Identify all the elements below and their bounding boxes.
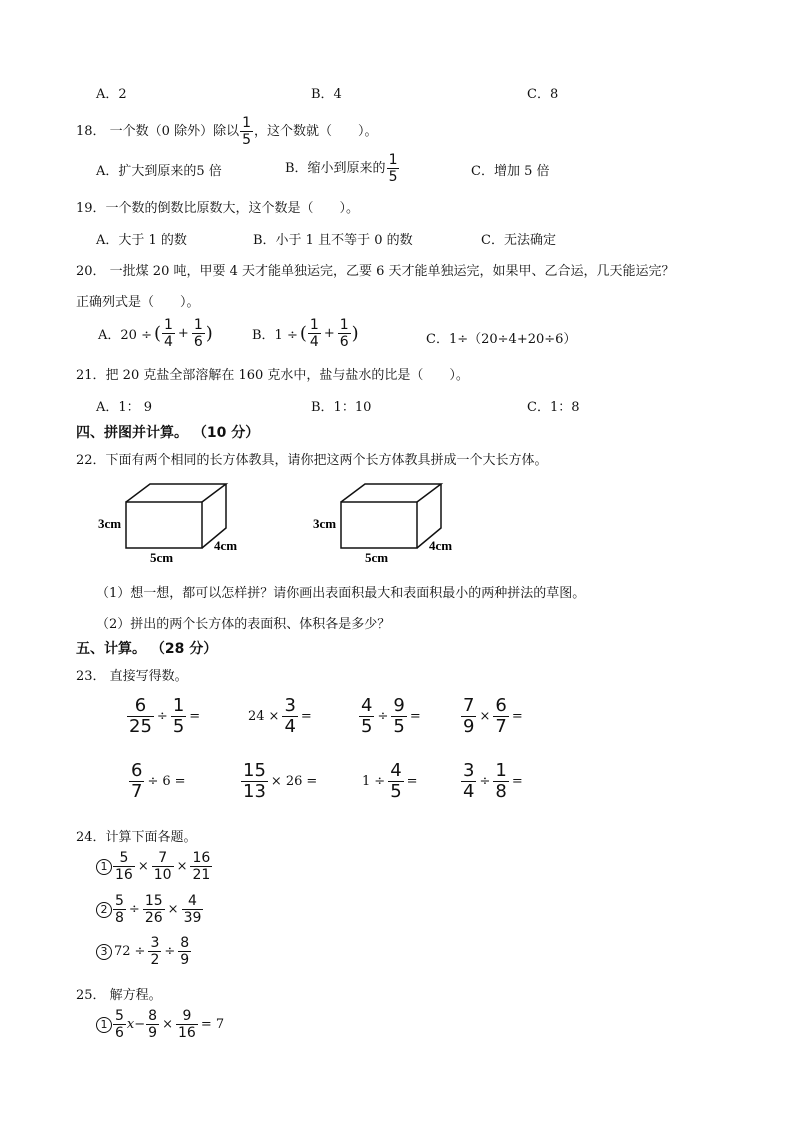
fraction: $\frac{1}{5}$ <box>172 695 185 737</box>
fraction: $\frac{16}{21}$ <box>192 850 211 883</box>
q18-option-b: B．缩小到原来的 $\frac{1}{5}$ <box>285 152 398 185</box>
circled-number: 1 <box>96 859 112 875</box>
fraction: $\frac{1}{8}$ <box>495 760 507 802</box>
q24-problem-3: 3 72 ÷ $\frac{3}{2}$ ÷ $\frac{8}{9}$ <box>96 936 192 967</box>
fraction: $\frac{5}{16}$ <box>115 850 133 883</box>
q23-expr-3: $\frac{4}{5}$ ÷ $\frac{9}{5}$ = <box>361 695 421 737</box>
q19-stem: 19．一个数的倒数比原数大，这个数是（ ）。 <box>76 201 360 216</box>
q19-option-c: C．无法确定 <box>481 233 556 248</box>
section-4-heading: 四、拼图并计算。 （10 分） <box>76 425 260 441</box>
width-label: 4cm <box>214 538 238 553</box>
fraction: $\frac{15}{13}$ <box>243 760 266 802</box>
q22-stem: 22．下面有两个相同的长方体教具，请你把这两个长方体教具拼成一个大长方体。 <box>76 453 548 468</box>
q17-option-b: B．4 <box>311 87 342 102</box>
fraction: $\frac{7}{10}$ <box>153 850 172 883</box>
fraction: $\frac{6}{7}$ <box>495 695 507 737</box>
fraction: $\frac{4}{5}$ <box>361 695 373 737</box>
fraction: $\frac{9}{16}$ <box>178 1008 196 1041</box>
q20-option-c: C．1÷（20÷4+20÷6） <box>426 332 577 347</box>
fraction: $\frac{8}{9}$ <box>148 1008 158 1041</box>
q23-expr-7: 1 ÷ $\frac{4}{5}$ = <box>362 760 418 802</box>
q18-stem: 18． 一个数（0 除外）除以 $\frac{1}{5}$ ，这个数就（ ）。 <box>76 115 378 148</box>
q24-stem: 24．计算下面各题。 <box>76 830 197 845</box>
q23-expr-5: $\frac{6}{7}$ ÷ 6 = <box>131 760 186 802</box>
cuboid-front-face <box>126 502 202 548</box>
fraction: $\frac{1}{5}$ <box>388 152 398 185</box>
fraction: $\frac{3}{2}$ <box>150 935 160 968</box>
cuboid-front-face <box>341 502 417 548</box>
q20-stem: 20． 一批煤 20 吨，甲要 4 天才能单独运完，乙要 6 天才能单独运完，如果甲、乙合运，几天能运完？ <box>76 264 675 279</box>
q24-problem-1: 1 $\frac{5}{16}$ × $\frac{7}{10}$ × $\frac{16}{21}$ <box>96 851 213 882</box>
fraction: $\frac{5}{6}$ <box>115 1008 124 1041</box>
fraction: $\frac{15}{26}$ <box>144 893 163 926</box>
circled-number: 1 <box>96 1017 112 1033</box>
fraction: $\frac{8}{9}$ <box>180 935 190 968</box>
fraction: $\frac{1}{6}$ <box>339 317 349 350</box>
length-label: 5cm <box>150 550 174 565</box>
fraction: $\frac{1}{5}$ <box>242 115 251 148</box>
length-label: 5cm <box>365 550 389 565</box>
q19-option-b: B．小于 1 且不等于 0 的数 <box>253 233 413 248</box>
fraction: $\frac{1}{6}$ <box>193 317 203 350</box>
fraction: $\frac{5}{8}$ <box>115 893 124 926</box>
q25-equation-1: 1 $\frac{5}{6}$ x− $\frac{8}{9}$ × $\frac{9}{16}$ = 7 <box>96 1009 226 1040</box>
q21-option-b: B．1：10 <box>311 400 372 415</box>
q20-stem-2: 正确列式是（ ）。 <box>76 295 200 310</box>
fraction: $\frac{9}{5}$ <box>393 695 405 737</box>
circled-number: 2 <box>96 902 112 918</box>
q25-stem: 25． 解方程。 <box>76 988 162 1003</box>
cuboid-top-face <box>126 484 226 502</box>
q21-option-c: C．1：8 <box>527 400 580 415</box>
fraction: $\frac{4}{39}$ <box>183 893 202 926</box>
q18-option-a: A．扩大到原来的5 倍 <box>96 164 222 179</box>
fraction: $\frac{6}{7}$ <box>131 760 143 802</box>
height-label: 3cm <box>313 516 337 531</box>
q23-expr-8: $\frac{3}{4}$ ÷ $\frac{1}{8}$ = <box>463 760 523 802</box>
width-label: 4cm <box>429 538 453 553</box>
cuboid-figure-2 <box>311 478 471 566</box>
q19-option-a: A．大于 1 的数 <box>96 233 187 248</box>
circled-number: 3 <box>96 944 112 960</box>
fraction: $\frac{6}{25}$ <box>129 695 152 737</box>
q17-option-a: A．2 <box>96 87 127 102</box>
fraction: $\frac{1}{4}$ <box>164 317 173 350</box>
q18-option-c: C．增加 5 倍 <box>471 164 550 179</box>
q24-problem-2: 2 $\frac{5}{8}$ ÷ $\frac{15}{26}$ × $\frac{4}{39}$ <box>96 894 204 925</box>
q23-expr-1: $\frac{6}{25}$ ÷ $\frac{1}{5}$ = <box>129 695 201 737</box>
q21-stem: 21．把 20 克盐全部溶解在 160 克水中，盐与盐水的比是（ ）。 <box>76 368 469 383</box>
q20-option-a: A．20 ÷ ( $\frac{1}{4}$ + $\frac{1}{6}$ ) <box>98 317 213 350</box>
q17-option-c: C．8 <box>527 87 559 102</box>
q23-expr-2: 24 × $\frac{3}{4}$ = <box>248 695 312 737</box>
fraction: $\frac{1}{4}$ <box>309 317 319 350</box>
cuboid-figure-1 <box>96 478 256 566</box>
cuboid-top-face <box>341 484 441 502</box>
q22-sub-2: （2）拼出的两个长方体的表面积、体积各是多少？ <box>96 617 391 632</box>
height-label: 3cm <box>98 516 122 531</box>
section-5-heading: 五、计算。 （28 分） <box>76 641 218 657</box>
fraction: $\frac{4}{5}$ <box>390 760 402 802</box>
fraction: $\frac{7}{9}$ <box>463 695 475 737</box>
q23-stem: 23． 直接写得数。 <box>76 669 188 684</box>
q23-expr-4: $\frac{7}{9}$ × $\frac{6}{7}$ = <box>463 695 523 737</box>
fraction: $\frac{3}{4}$ <box>284 695 296 737</box>
q22-sub-1: （1）想一想，都可以怎样拼？请你画出表面积最大和表面积最小的两种拼法的草图。 <box>96 586 586 601</box>
q23-expr-6: $\frac{15}{13}$ × 26 = <box>243 760 318 802</box>
q20-option-b: B．1 ÷ ( $\frac{1}{4}$ + $\frac{1}{6}$ ) <box>252 317 359 350</box>
q21-option-a: A．1： 9 <box>96 400 153 415</box>
fraction: $\frac{3}{4}$ <box>463 760 475 802</box>
